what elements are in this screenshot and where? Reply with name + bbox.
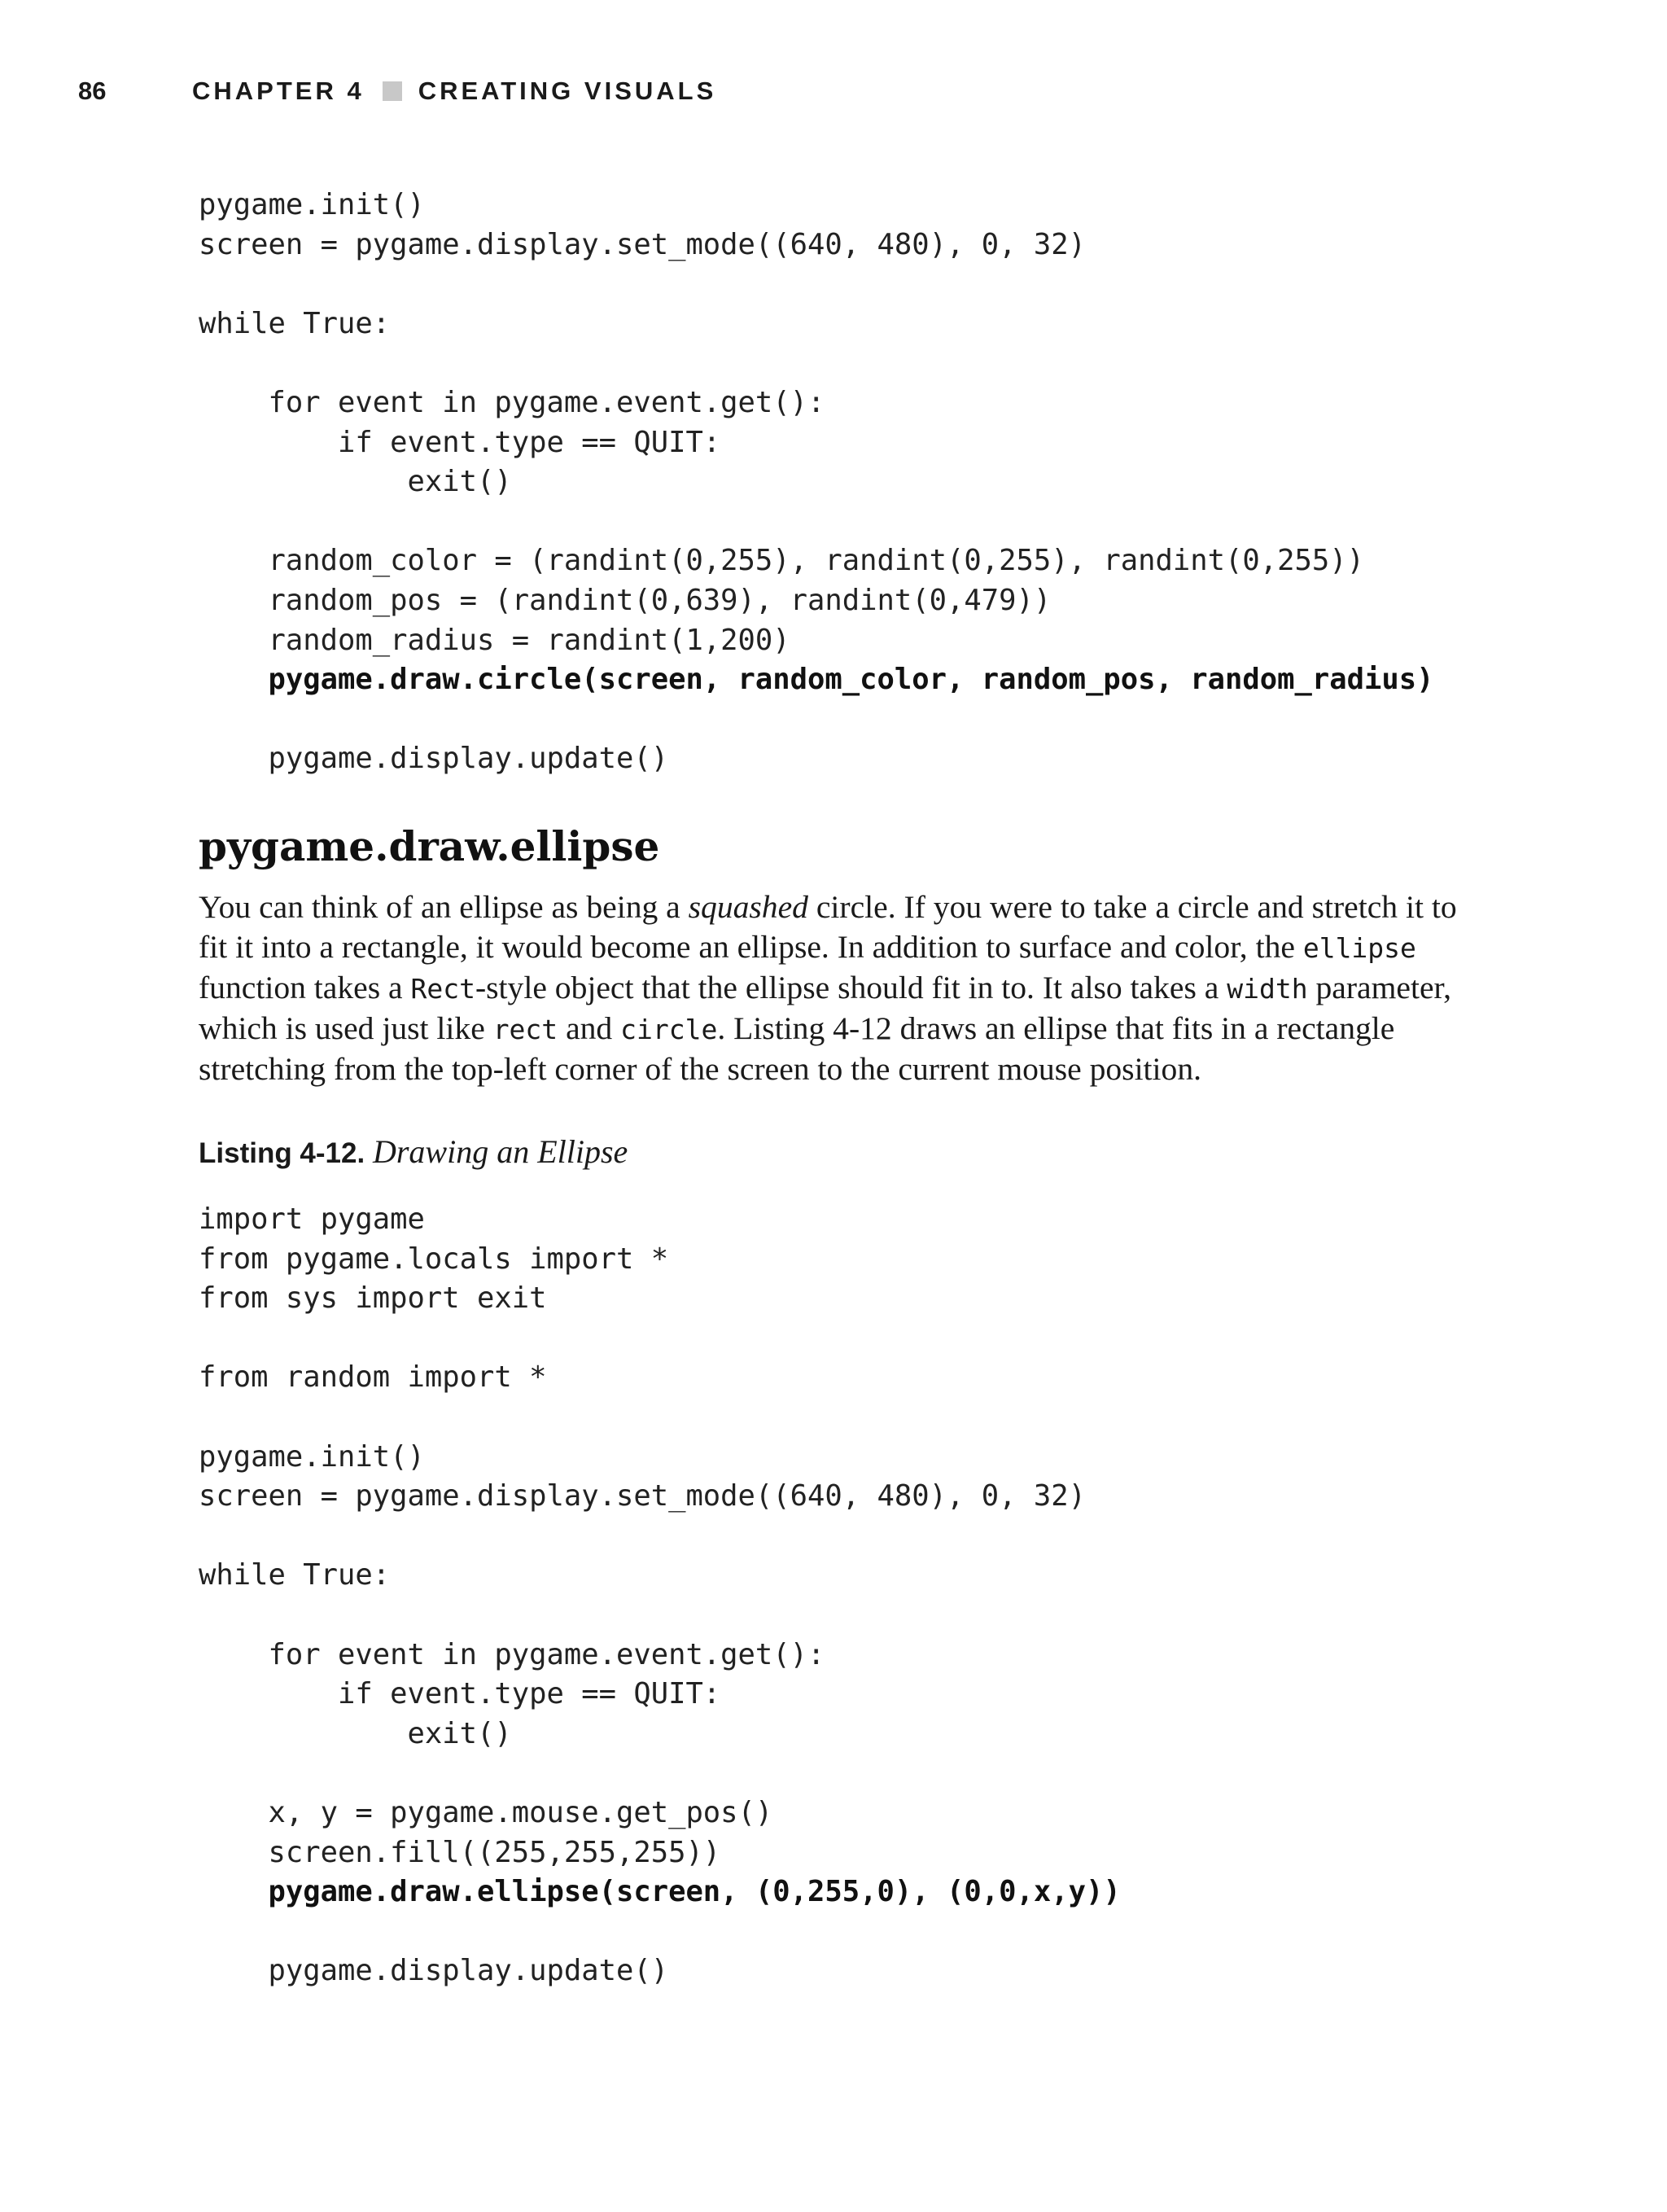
code-listing-continued	[199, 186, 1433, 779]
body-paragraph	[199, 887, 1468, 1089]
code-line: screen = pygame.display.set_mode((640, 480), 0, 32)	[199, 1479, 1087, 1513]
section-heading: pygame.draw.ellipse	[199, 822, 660, 870]
code-line: for event in pygame.event.get():	[199, 385, 825, 419]
code-line: from random import *	[199, 1360, 547, 1395]
running-header	[78, 75, 716, 107]
para-emphasis: squashed	[688, 889, 808, 925]
code-line: if event.type == QUIT:	[199, 1677, 721, 1711]
code-line: screen.fill((255,255,255))	[199, 1835, 721, 1869]
code-line	[199, 265, 1433, 304]
page-number: 86	[78, 77, 107, 105]
code-line	[199, 1398, 1121, 1438]
code-line: exit()	[199, 465, 512, 499]
para-text: and	[558, 1010, 621, 1046]
code-line: pygame.display.update()	[199, 742, 669, 776]
code-line	[199, 1319, 1121, 1359]
inline-code: rect	[492, 1014, 558, 1045]
code-line	[199, 1596, 1121, 1636]
running-head	[192, 77, 716, 106]
section-label: CREATING VISUALS	[418, 77, 717, 105]
code-line	[199, 502, 1433, 542]
code-line: pygame.init()	[199, 188, 425, 221]
code-listing-4-12	[199, 1200, 1121, 1991]
code-line	[199, 700, 1433, 740]
code-line: exit()	[199, 1716, 512, 1750]
code-line: from sys import exit	[199, 1281, 547, 1316]
para-text: -style object that the ellipse should fit in to. It also takes a	[475, 970, 1227, 1005]
code-line: x, y = pygame.mouse.get_pos()	[199, 1795, 773, 1829]
inline-code: Rect	[410, 973, 475, 1005]
listing-title: Drawing an Ellipse	[372, 1133, 628, 1170]
code-line	[199, 344, 1433, 383]
code-line: pygame.init()	[199, 1439, 425, 1474]
chapter-label: CHAPTER 4	[192, 77, 365, 105]
code-line: random_color = (randint(0,255), randint(0,255), randint(0,255))	[199, 544, 1364, 578]
code-line: pygame.display.update()	[199, 1954, 669, 1988]
inline-code: width	[1227, 973, 1308, 1005]
para-text: . Listing 4-12 draws an ellipse that fits in a rectangle stretching from the top-left corner of the screen to the current mouse position.	[199, 1010, 1395, 1087]
para-text: circle. If you were to take a circle and stretch it to fit it into a rectangle, it would become an ellipse. In addition to surface and color, the	[199, 889, 1457, 965]
code-line	[199, 1517, 1121, 1557]
separator-square-icon	[383, 81, 402, 101]
code-line: screen = pygame.display.set_mode((640, 480), 0, 32)	[199, 227, 1087, 261]
code-line: for event in pygame.event.get():	[199, 1637, 825, 1671]
code-line: random_radius = randint(1,200)	[199, 623, 790, 657]
inline-code: circle	[620, 1014, 718, 1045]
code-line: from pygame.locals import *	[199, 1242, 669, 1276]
para-text: You can think of an ellipse as being a	[199, 889, 689, 925]
code-line	[199, 1912, 1121, 1952]
para-text: parameter, which is used just like	[199, 970, 1451, 1046]
code-line: while True:	[199, 306, 391, 340]
code-line: import pygame	[199, 1202, 425, 1236]
listing-caption	[199, 1132, 628, 1174]
listing-label: Listing 4-12.	[199, 1137, 365, 1169]
code-line: while True:	[199, 1558, 391, 1592]
code-line: pygame.draw.circle(screen, random_color, random_pos, random_radius)	[199, 663, 1434, 697]
inline-code: ellipse	[1302, 932, 1416, 964]
code-line: random_pos = (randint(0,639), randint(0,479))	[199, 583, 1052, 617]
code-line: if event.type == QUIT:	[199, 425, 721, 459]
code-line	[199, 1754, 1121, 1794]
para-text: function takes a	[199, 970, 411, 1005]
code-line: pygame.draw.ellipse(screen, (0,255,0), (0,0,x,y))	[199, 1875, 1121, 1909]
